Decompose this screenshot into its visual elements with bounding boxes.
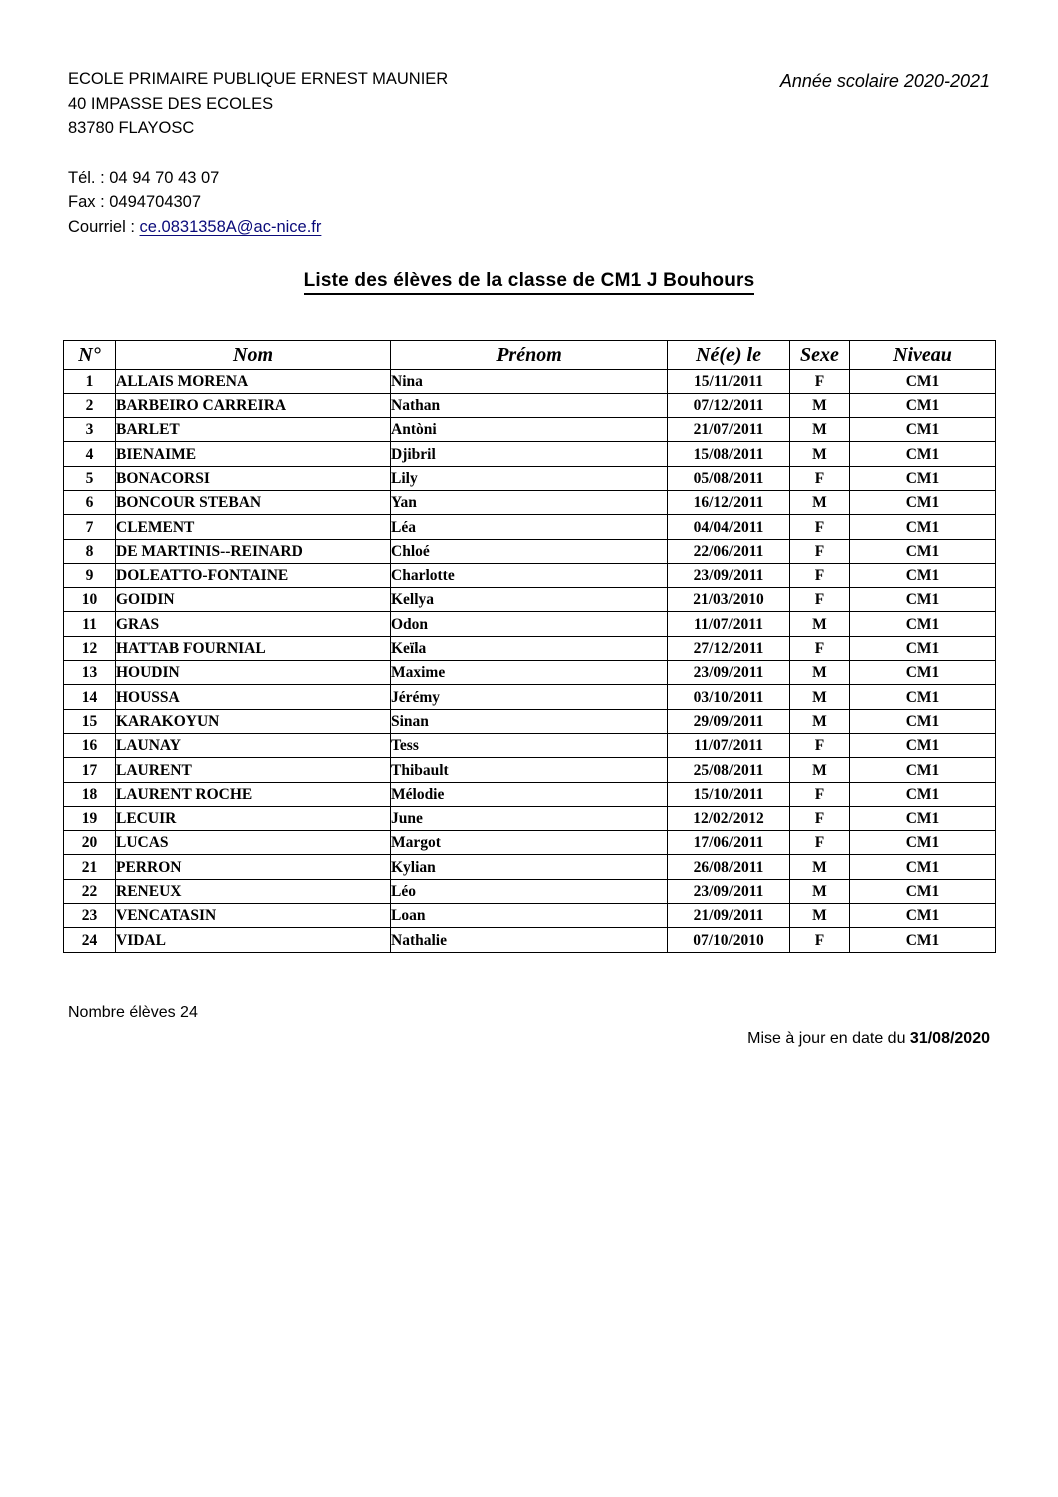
column-header-sexe: Sexe (790, 341, 850, 370)
cell-prenom: Mélodie (391, 782, 668, 806)
cell-niveau: CM1 (850, 928, 996, 952)
cell-num: 17 (64, 758, 116, 782)
column-header-date: Né(e) le (668, 341, 790, 370)
table-body (64, 369, 996, 952)
table-row (64, 539, 996, 563)
cell-prenom: Thibault (391, 758, 668, 782)
cell-nom: BONCOUR STEBAN (116, 490, 391, 514)
cell-prenom: Antòni (391, 418, 668, 442)
cell-niveau: CM1 (850, 490, 996, 514)
cell-niveau: CM1 (850, 418, 996, 442)
cell-nom: KARAKOYUN (116, 709, 391, 733)
update-line (747, 1029, 990, 1049)
cell-sexe: M (790, 904, 850, 928)
school-year: Année scolaire 2020-2021 (779, 71, 990, 91)
cell-num: 1 (64, 369, 116, 393)
cell-nom: HATTAB FOURNIAL (116, 636, 391, 660)
cell-niveau: CM1 (850, 758, 996, 782)
cell-num: 15 (64, 709, 116, 733)
cell-num: 5 (64, 466, 116, 490)
cell-nom: LAUNAY (116, 733, 391, 757)
cell-nom: LAURENT ROCHE (116, 782, 391, 806)
cell-prenom: Nathalie (391, 928, 668, 952)
cell-sexe: F (790, 928, 850, 952)
cell-prenom: Kellya (391, 588, 668, 612)
cell-num: 6 (64, 490, 116, 514)
email-link[interactable]: ce.0831358A@ac-nice.fr (139, 218, 322, 236)
cell-prenom: Léa (391, 515, 668, 539)
column-header-nom: Nom (116, 341, 391, 370)
school-phone: Tél. : 04 94 70 43 07 (68, 169, 220, 187)
cell-prenom: Nina (391, 369, 668, 393)
cell-sexe: M (790, 758, 850, 782)
cell-nom: CLEMENT (116, 515, 391, 539)
table-row (64, 806, 996, 830)
table-row (64, 782, 996, 806)
cell-niveau: CM1 (850, 782, 996, 806)
cell-birthdate: 27/12/2011 (668, 636, 790, 660)
cell-birthdate: 21/09/2011 (668, 904, 790, 928)
school-name: ECOLE PRIMAIRE PUBLIQUE ERNEST MAUNIER (68, 70, 449, 88)
table-row (64, 855, 996, 879)
cell-niveau: CM1 (850, 393, 996, 417)
cell-prenom: Keïla (391, 636, 668, 660)
cell-niveau: CM1 (850, 563, 996, 587)
cell-nom: VIDAL (116, 928, 391, 952)
cell-birthdate: 15/10/2011 (668, 782, 790, 806)
cell-niveau: CM1 (850, 369, 996, 393)
cell-sexe: F (790, 369, 850, 393)
column-header-num: N° (64, 341, 116, 370)
cell-nom: LUCAS (116, 831, 391, 855)
table-row (64, 490, 996, 514)
cell-prenom: Tess (391, 733, 668, 757)
cell-num: 19 (64, 806, 116, 830)
cell-sexe: F (790, 782, 850, 806)
cell-nom: HOUSSA (116, 685, 391, 709)
page-title (0, 269, 1058, 293)
table-row (64, 442, 996, 466)
cell-prenom: June (391, 806, 668, 830)
cell-num: 13 (64, 661, 116, 685)
cell-num: 18 (64, 782, 116, 806)
cell-niveau: CM1 (850, 539, 996, 563)
table-row (64, 928, 996, 952)
cell-sexe: M (790, 490, 850, 514)
cell-num: 10 (64, 588, 116, 612)
cell-num: 7 (64, 515, 116, 539)
table-row (64, 904, 996, 928)
cell-num: 14 (64, 685, 116, 709)
cell-birthdate: 05/08/2011 (668, 466, 790, 490)
table-row (64, 636, 996, 660)
cell-niveau: CM1 (850, 612, 996, 636)
school-city: 83780 FLAYOSC (68, 119, 195, 137)
cell-niveau: CM1 (850, 855, 996, 879)
cell-birthdate: 11/07/2011 (668, 733, 790, 757)
cell-niveau: CM1 (850, 636, 996, 660)
column-header-prenom: Prénom (391, 341, 668, 370)
cell-nom: BONACORSI (116, 466, 391, 490)
cell-num: 12 (64, 636, 116, 660)
table-row (64, 733, 996, 757)
cell-prenom: Nathan (391, 393, 668, 417)
cell-nom: LECUIR (116, 806, 391, 830)
cell-niveau: CM1 (850, 661, 996, 685)
cell-prenom: Odon (391, 612, 668, 636)
table-row (64, 758, 996, 782)
cell-niveau: CM1 (850, 879, 996, 903)
cell-num: 2 (64, 393, 116, 417)
cell-nom: HOUDIN (116, 661, 391, 685)
cell-birthdate: 23/09/2011 (668, 879, 790, 903)
cell-prenom: Loan (391, 904, 668, 928)
cell-niveau: CM1 (850, 588, 996, 612)
cell-prenom: Yan (391, 490, 668, 514)
table-row (64, 879, 996, 903)
cell-sexe: F (790, 733, 850, 757)
cell-prenom: Margot (391, 831, 668, 855)
table-row (64, 588, 996, 612)
cell-num: 11 (64, 612, 116, 636)
cell-prenom: Djibril (391, 442, 668, 466)
cell-nom: BIENAIME (116, 442, 391, 466)
cell-sexe: M (790, 393, 850, 417)
cell-birthdate: 23/09/2011 (668, 661, 790, 685)
cell-nom: PERRON (116, 855, 391, 879)
cell-sexe: F (790, 806, 850, 830)
cell-sexe: F (790, 515, 850, 539)
cell-sexe: M (790, 855, 850, 879)
cell-birthdate: 03/10/2011 (668, 685, 790, 709)
cell-sexe: F (790, 588, 850, 612)
table-row (64, 418, 996, 442)
cell-num: 3 (64, 418, 116, 442)
cell-nom: BARLET (116, 418, 391, 442)
table-row (64, 393, 996, 417)
cell-niveau: CM1 (850, 685, 996, 709)
cell-niveau: CM1 (850, 442, 996, 466)
table-row (64, 612, 996, 636)
cell-nom: ALLAIS MORENA (116, 369, 391, 393)
student-count: Nombre élèves 24 (68, 1004, 198, 1021)
cell-birthdate: 07/12/2011 (668, 393, 790, 417)
cell-prenom: Léo (391, 879, 668, 903)
school-fax: Fax : 0494704307 (68, 193, 202, 211)
cell-niveau: CM1 (850, 733, 996, 757)
table-row (64, 515, 996, 539)
cell-niveau: CM1 (850, 466, 996, 490)
cell-prenom: Maxime (391, 661, 668, 685)
cell-sexe: M (790, 418, 850, 442)
table-row (64, 831, 996, 855)
cell-num: 20 (64, 831, 116, 855)
school-address: 40 IMPASSE DES ECOLES (68, 95, 274, 113)
students-table (63, 340, 996, 953)
cell-num: 16 (64, 733, 116, 757)
cell-sexe: F (790, 539, 850, 563)
cell-birthdate: 11/07/2011 (668, 612, 790, 636)
table-header-row (64, 341, 996, 370)
cell-birthdate: 15/11/2011 (668, 369, 790, 393)
cell-num: 22 (64, 879, 116, 903)
table-row (64, 661, 996, 685)
cell-num: 21 (64, 855, 116, 879)
cell-sexe: M (790, 661, 850, 685)
table-row (64, 466, 996, 490)
cell-prenom: Sinan (391, 709, 668, 733)
cell-niveau: CM1 (850, 831, 996, 855)
cell-nom: LAURENT (116, 758, 391, 782)
cell-birthdate: 23/09/2011 (668, 563, 790, 587)
cell-sexe: F (790, 563, 850, 587)
cell-nom: GRAS (116, 612, 391, 636)
cell-num: 24 (64, 928, 116, 952)
cell-num: 8 (64, 539, 116, 563)
cell-niveau: CM1 (850, 904, 996, 928)
cell-birthdate: 25/08/2011 (668, 758, 790, 782)
update-label: Mise à jour en date du (747, 1030, 910, 1047)
cell-birthdate: 15/08/2011 (668, 442, 790, 466)
cell-birthdate: 21/07/2011 (668, 418, 790, 442)
cell-birthdate: 17/06/2011 (668, 831, 790, 855)
cell-sexe: M (790, 709, 850, 733)
cell-prenom: Lily (391, 466, 668, 490)
cell-sexe: M (790, 685, 850, 709)
table-row (64, 369, 996, 393)
cell-sexe: F (790, 831, 850, 855)
cell-birthdate: 12/02/2012 (668, 806, 790, 830)
cell-niveau: CM1 (850, 806, 996, 830)
email-label: Courriel : (68, 218, 140, 236)
cell-prenom: Chloé (391, 539, 668, 563)
cell-sexe: M (790, 442, 850, 466)
page-title-text: Liste des élèves de la classe de CM1 J Bouhours (304, 270, 755, 295)
column-header-niveau: Niveau (850, 341, 996, 370)
cell-niveau: CM1 (850, 709, 996, 733)
cell-prenom: Charlotte (391, 563, 668, 587)
cell-sexe: M (790, 612, 850, 636)
cell-nom: RENEUX (116, 879, 391, 903)
cell-nom: DOLEATTO-FONTAINE (116, 563, 391, 587)
cell-birthdate: 29/09/2011 (668, 709, 790, 733)
cell-nom: DE MARTINIS--REINARD (116, 539, 391, 563)
table-row (64, 709, 996, 733)
cell-num: 23 (64, 904, 116, 928)
cell-nom: VENCATASIN (116, 904, 391, 928)
cell-birthdate: 26/08/2011 (668, 855, 790, 879)
cell-sexe: M (790, 879, 850, 903)
cell-birthdate: 04/04/2011 (668, 515, 790, 539)
cell-birthdate: 21/03/2010 (668, 588, 790, 612)
cell-birthdate: 22/06/2011 (668, 539, 790, 563)
cell-num: 9 (64, 563, 116, 587)
cell-birthdate: 16/12/2011 (668, 490, 790, 514)
update-date: 31/08/2020 (909, 1030, 990, 1047)
cell-nom: GOIDIN (116, 588, 391, 612)
cell-prenom: Jérémy (391, 685, 668, 709)
cell-niveau: CM1 (850, 515, 996, 539)
cell-birthdate: 07/10/2010 (668, 928, 790, 952)
cell-nom: BARBEIRO CARREIRA (116, 393, 391, 417)
cell-sexe: F (790, 466, 850, 490)
table-row (64, 563, 996, 587)
cell-sexe: F (790, 636, 850, 660)
table-row (64, 685, 996, 709)
school-email-line (68, 217, 321, 237)
cell-num: 4 (64, 442, 116, 466)
cell-prenom: Kylian (391, 855, 668, 879)
